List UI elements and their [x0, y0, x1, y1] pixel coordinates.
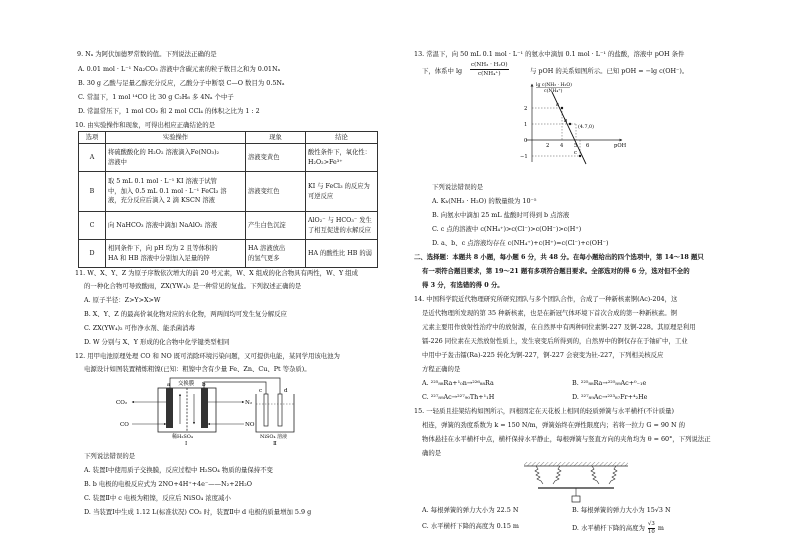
section2-line3: 得 3 分，有选错的得 0 分。: [422, 281, 504, 289]
q13-graph: [518, 80, 638, 170]
q14-line2: 是近代物理所发现的第 35 种新核素，也是在新冠气体环境下首次合成的第一种新核素。锕: [422, 309, 678, 317]
table-row: B 取 5 mL 0.1 mol · L⁻¹ KI 溶液于试管 中，加入 0.5 mL 0.1 mol · L⁻¹ FeCl₃ 溶 液，充分反应后滴入 2 滴 KSCN 溶液 溶液变红色 KI 与 FeCl₃ 的反应为 可逆反应: [79, 172, 378, 212]
no-label: NO: [245, 422, 255, 428]
q13-option-a: A. Kₕ(NH₃ · H₂O) 的数量级为 10⁻⁵: [432, 197, 537, 205]
table-row: C 向 NaHCO₃ 溶液中滴加 NaAlO₂ 溶液 产生白色沉淀 AlO₂⁻ 与 HCO₃⁻ 发生 了相互促进的水解反应: [79, 212, 378, 240]
q9-option-c: C. 常温下，1 mol ¹⁴CO 比 30 g C₂H₆ 多 4Nₐ 个中子: [78, 93, 234, 101]
q15-line4: 确的是: [422, 449, 442, 457]
q12-option-b: B. b 电极的电极反应式为 2NO+4H⁺+4e⁻——N₂+2H₂O: [84, 480, 252, 488]
q15-option-d: D. 水平横杆下降的高度为 $\frac{√3}{10}$ m: [572, 521, 664, 535]
q11-line1: 11. W、X、Y、Z 为原子序数依次增大的前 20 号元素，W、X 组成的化合物具有两性，W、Y 组成: [75, 269, 359, 277]
q9-option-a: A. 0.01 mol · L⁻¹ Na₂CO₃ 溶液中含碳元素的粒子数目之和为 0.01Nₐ: [78, 65, 281, 73]
n2-label: N₂: [245, 400, 253, 406]
q14-option-c: C. ²²⁷₈₉Ac→²²⁷₉₀Th+¹₁H: [422, 393, 495, 401]
q11-line2: 的一种化合物可导致酸雨，ZX(YW₄)₂ 是一种常见的复盐。下列叙述正确的是: [84, 282, 302, 290]
q14-line6: 方程正确的是: [422, 365, 461, 373]
q12-ask: 下列说法错误的是: [84, 452, 136, 460]
point-b: b: [564, 118, 568, 124]
electrode-a: a: [167, 382, 171, 388]
q13-option-d: D. a、b、c 点溶液均存在 c(NH₄⁺)+c(H⁺)=c(Cl⁻)+c(OH⁻): [432, 239, 609, 247]
membrane-label: 交换膜: [178, 381, 195, 387]
col-header: 选项: [79, 132, 106, 144]
point-label: (4.7,0): [578, 125, 594, 130]
q12-option-d: D. 当装置Ⅰ中生成 1.12 L(标准状况) CO₂ 时，装置Ⅱ中 d 电极的质量增加 5.9 g: [84, 508, 312, 516]
table-row: D 相同条件下，向 pH 均为 2 且等体积的 HA 和 HB 溶液中分别加入足量的锌 HA 溶液放出 的氢气更多 HA 的酸性比 HB 的弱: [79, 240, 378, 268]
x-tick: 4: [560, 143, 564, 149]
co-label: CO: [120, 422, 129, 428]
q12-line2: 电源设计如图装置精炼粗镍(已知：粗镍中含有少量 Fe、Zn、Cu、Pt 等杂质)。: [84, 365, 311, 373]
electrode-c: c: [259, 388, 263, 394]
q12-option-c: C. 装置Ⅱ中 c 电极为粗镍，反应后 NiSO₄ 浓度减小: [84, 494, 231, 502]
col-header: 实验操作: [106, 132, 246, 144]
q15-option-b: B. 每根弹簧的弹力大小为 15√3 N: [572, 506, 671, 514]
solution-1: 稀H₂SO₄: [172, 434, 193, 440]
x-tick: 2: [546, 143, 550, 149]
point-c: c: [574, 150, 577, 156]
y-tick: 2: [524, 106, 528, 112]
co2-label: CO₂: [116, 400, 128, 406]
q12-line1: 12. 用甲电池原理处理 CO 和 NO 既可消除环境污染问题，又可提供电能，某同学用该电池为: [75, 352, 340, 360]
q13-ask: 下列说法错误的是: [432, 183, 484, 191]
electrolysis-diagram: [116, 374, 328, 447]
q9-stem: 9. Nₐ 为阿伏加德罗常数的值。下列说法正确的是: [77, 50, 217, 58]
q13-line2-post: 与 pOH 的关系如图所示。已知 pOH = −lg c(OH⁻)。: [530, 67, 689, 75]
q13-option-c: C. c 点的溶液中 c(NH₄⁺)>c(Cl⁻)>c(OH⁻)>c(H⁺): [432, 225, 582, 233]
q14-option-b: B. ²²⁵₈₈Ra→²²⁵₈₉Ac+⁰₋₁e: [572, 379, 647, 387]
section2-line1: 二、选择题：本题共 8 小题，每小题 6 分，共 48 分。在每小题给出的四个选项中，第 14～18 题只: [414, 253, 704, 261]
section2-line2: 有一项符合题目要求，第 19～21 题有多项符合题目要求。全部选对的得 6 分，选对但不全的: [422, 267, 690, 275]
point-a: a: [556, 102, 560, 108]
y-tick: −1: [520, 154, 528, 160]
q15-option-c: C. 水平横杆下降的高度为 0.15 m: [422, 522, 519, 530]
x-axis-label: pOH: [614, 143, 627, 149]
q11-option-d: D. W 分别与 X、Y 形成的化合物中化学键类型相同: [84, 338, 230, 346]
q15-line3: 物体悬挂在水平横杆中点，横杆保持水平静止，每根弹簧与竖直方向的夹角均为 θ = 60°，下列说法正: [422, 435, 711, 443]
spring-diagram: [516, 460, 636, 508]
q14-line4: 镭-226 同位素在天然放射性质上，发生衰变后所得到的，自然界中的锕仅存在于铀矿中，工业: [422, 337, 688, 345]
q13-fraction: c(NH₃ · H₂O) c(NH₄⁺): [471, 62, 508, 77]
q13-line2-pre: 下，体系中 lg: [422, 67, 463, 75]
device-1-label: Ⅰ: [185, 441, 188, 447]
q14-line5: 中用中子轰击镭(Ra)-225 转化为锕-227，锕-227 会衰变为钍-227，下列相关核反应: [422, 351, 664, 359]
y-tick: 1: [524, 122, 528, 128]
q12-option-a: A. 装置Ⅰ中使用质子交换膜，反应过程中 H₂SO₄ 物质的量保持不变: [84, 466, 273, 474]
electrode-b: b: [202, 382, 206, 388]
q14-line3: 元素主要用作放射性治疗中的放射源，在自然界中有两种同位素锕-227 及锕-228。其原理是利用: [422, 323, 696, 331]
solution-2: NiSO₄ 溶液: [260, 434, 288, 440]
q10-table: [78, 131, 378, 268]
col-header: 结论: [306, 132, 378, 144]
q14-option-a: A. ²²⁵₈₈Ra+¹₀n→²²⁶₈₈Ra: [422, 379, 494, 387]
q11-option-b: B. X、Y、Z 的最高价氧化物对应的水化物，两两间均可发生复分解反应: [84, 310, 287, 318]
q15-line1: 15. 一轻质且挂架结构如图所示，四根固定在天花板上相同的轻质弹簧与水平横杆(不计质量): [414, 407, 675, 415]
y-tick: 0: [524, 138, 528, 144]
q14-line1: 14. 中国科学院近代物理研究所研究团队与多个团队合作，合成了一种新核素锕(Ac)-204，这: [414, 295, 678, 303]
x-tick: 6: [586, 143, 590, 149]
x-tick: 5: [574, 143, 578, 149]
q13-option-b: B. 向氨水中滴加 25 mL 盐酸时可得到 b 点溶液: [432, 211, 570, 219]
q9-option-d: D. 常温常压下，1 mol CO₂ 和 2 mol CCl₄ 的体积之比为 1 : 2: [78, 107, 260, 115]
q10-stem: 10. 由实验操作和现象，可得出相应正确结论的是: [75, 121, 216, 129]
q9-option-b: B. 30 g 乙酸与足量乙醇充分反应，乙酸分子中断裂 C—O 数目为 0.5Nₐ: [78, 79, 285, 87]
device-2-label: Ⅱ: [273, 441, 277, 447]
q15-line2: 相连，弹簧的劲度系数为 k = 150 N/m，弹簧始终在弹性限度内；若将一拉力 G = 90 N 的: [422, 421, 686, 429]
q11-option-a: A. 原子半径：Z>Y>X>W: [84, 296, 161, 304]
q14-option-d: D. ²²⁷₈₉Ac→²²³₈₇Fr+⁴₂He: [572, 393, 648, 401]
table-row: A 将硫酸酸化的 H₂O₂ 溶液滴入Fe(NO₃)₂ 溶液中 溶液变黄色 酸性条件下，氧化性： H₂O₂>Fe³⁺: [79, 144, 378, 172]
q13-line1: 13. 常温下，向 50 mL 0.1 mol · L⁻¹ 的氨水中滴加 0.1 mol · L⁻¹ 的盐酸，溶液中 pOH 条件: [414, 50, 685, 58]
q11-option-c: C. ZX(YW₄)₂ 可作净水剂、能杀菌消毒: [84, 324, 195, 332]
graph-ylabel-num: lg c(NH₃ · H₂O): [536, 83, 572, 88]
q15-option-a: A. 每根弹簧的弹力大小为 22.5 N: [422, 506, 519, 514]
electrode-d: d: [284, 388, 288, 394]
graph-ylabel-den: c(NH₄⁺): [544, 89, 563, 94]
col-header: 现象: [246, 132, 306, 144]
